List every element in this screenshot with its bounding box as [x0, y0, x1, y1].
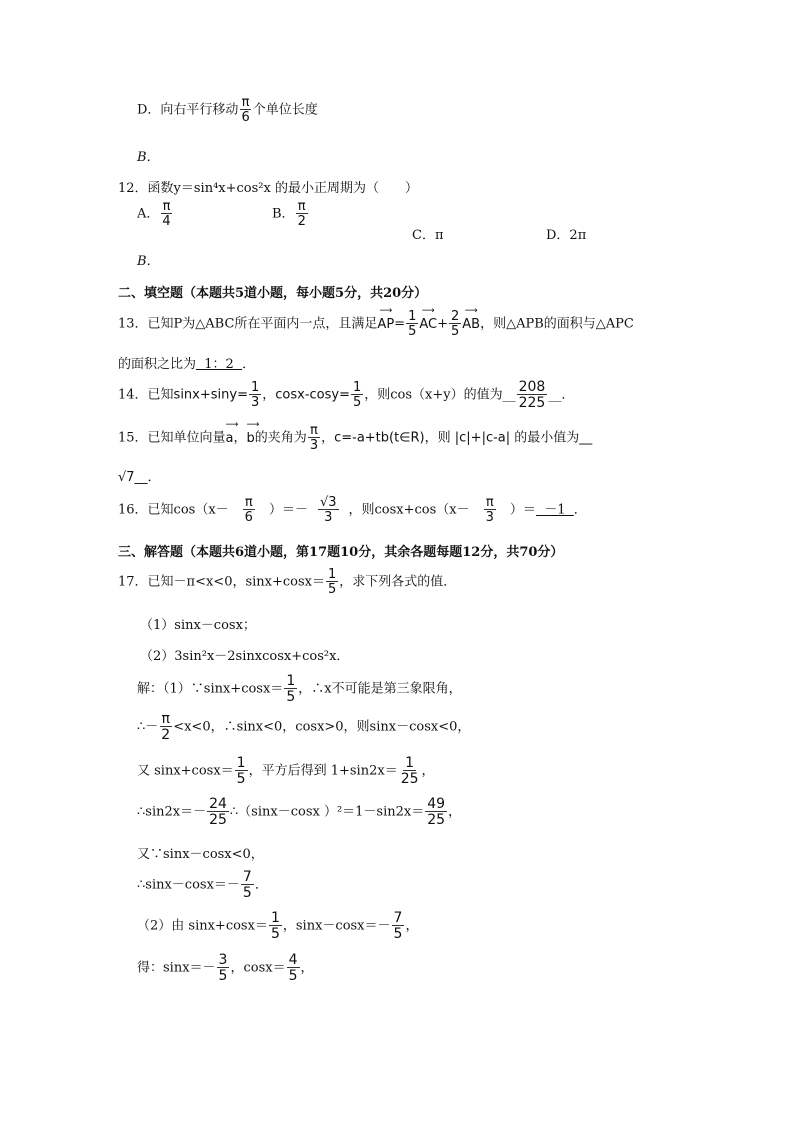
q15-comma: ， [233, 430, 247, 446]
q14-expr1: sinx+siny= [173, 387, 248, 403]
q17-sol-line8 [137, 953, 314, 983]
q17-s7-den2: 5 [393, 926, 403, 942]
q15-angle-text: 的夹角为 [254, 430, 307, 446]
q17-stem-suffix: ，求下列各式的值． [339, 574, 457, 590]
q17-s3-den2: 25 [400, 771, 419, 787]
q12-option-a [137, 200, 174, 228]
q14-prefix: 14．已知 [118, 387, 174, 403]
q13-line2-suffix: ． [242, 357, 256, 372]
q14-mid: ，则cos（x+y）的值为__ [364, 387, 516, 403]
q17-s8-fraction2 [287, 953, 300, 983]
q17-s1-prefix: 解：（1）∵sinx+cosx＝ [137, 681, 284, 697]
q17-s6-prefix: ∴sinx－cosx＝－ [137, 877, 240, 893]
q17-s2-prefix: ∴－ [137, 719, 159, 735]
q16-f1-den: 6 [244, 510, 253, 525]
q14-frac2 [351, 381, 363, 409]
q17-sol-line5: 又∵sinx－cosx<0， [137, 847, 264, 862]
q17-s6-den: 5 [242, 885, 252, 901]
q17-s3-mid: ，平方后得到 1+sin2x＝ [248, 763, 398, 779]
q17-s7-fraction2 [392, 911, 405, 941]
q17-s3-fraction1 [235, 756, 248, 786]
q14-line [118, 380, 574, 410]
q17-s4-fraction2 [425, 797, 447, 827]
q16-f1-num: π [244, 495, 253, 510]
q14-suffix: __． [548, 387, 575, 403]
q13-line2 [118, 353, 255, 372]
q14-f2-den: 5 [352, 395, 362, 410]
q17-s4-prefix: ∴sin2x＝－ [137, 804, 207, 820]
q17-s3-num2: 1 [405, 755, 415, 771]
q14-f2-num: 1 [352, 380, 362, 395]
q15-line1 [118, 424, 592, 452]
q17-s8-num: 3 [218, 952, 228, 968]
q16-frac3 [484, 496, 496, 524]
q15-vec-b: ⟶ b [247, 431, 255, 446]
q17-s2-suffix: <x<0，∴sinx<0，cosx>0，则sinx－cosx<0， [173, 719, 471, 735]
q16-f2-den: 3 [324, 510, 333, 525]
q13-vec-ab: ⟶ AB [462, 317, 480, 332]
q11-d-num: π [241, 95, 250, 110]
q15-line2: √7__． [118, 470, 161, 485]
q14-expr2: ，cosx-cosy= [262, 387, 350, 403]
q17-s6-num: 7 [242, 869, 252, 885]
q16-frac2 [318, 496, 339, 524]
q16-f2-num: √3 [319, 495, 337, 510]
q16-suffix: ． [573, 502, 587, 518]
q13-f1-num: 1 [408, 309, 417, 324]
q13-answer: 1：2 [196, 357, 243, 372]
q16-prefix: 16．已知cos（x－ [118, 502, 229, 518]
q17-s8-num2: 4 [288, 952, 298, 968]
q17-s6-fraction [241, 870, 254, 900]
q12-option-c: C．π [412, 228, 444, 243]
q17-s3-num: 1 [236, 755, 246, 771]
q17-s8-suffix: ， [300, 960, 314, 976]
q13-f2-den: 5 [451, 324, 460, 339]
q17-sol-line4 [137, 797, 461, 827]
q12-a-fraction [160, 200, 172, 228]
q17-s2-num: π [161, 711, 170, 727]
q17-s8-fraction1 [217, 953, 230, 983]
q11-answer: B． [137, 150, 160, 165]
q12-b-label: B． [272, 206, 295, 222]
section2-title: 二、填空题（本题共5道小题，每小题5分，共20分） [118, 286, 428, 301]
q14-ans-num: 208 [518, 379, 546, 395]
q14-f1-den: 3 [250, 395, 260, 410]
q17-s1-den: 5 [286, 689, 296, 705]
q17-s4-fraction1 [207, 797, 229, 827]
q17-s8-prefix: 得：sinx＝－ [137, 960, 216, 976]
q11-d-prefix: D．向右平行移动 [137, 102, 239, 118]
q17-stem-num: 1 [328, 567, 337, 582]
q12-a-num: π [162, 199, 171, 214]
q15-fraction [308, 424, 320, 452]
q17-stem [118, 568, 456, 596]
q17-stem-fraction [326, 568, 338, 596]
q17-s4-num2: 49 [427, 796, 446, 812]
q12-answer: B． [137, 254, 160, 269]
q17-s6-suffix: ． [254, 877, 268, 893]
q17-s1-suffix: ，∴x不可能是第三象限角， [298, 681, 462, 697]
q17-s4-mid: ∴（sinx－cosx ）²＝1－sin2x＝ [229, 804, 425, 820]
q13-frac2 [449, 310, 461, 338]
q16-mid3: ）＝ [509, 502, 536, 518]
q13-eq: = [394, 316, 406, 332]
section3-title: 三、解答题（本题共6道小题，第17题10分，其余各题每题12分，共70分） [118, 545, 564, 560]
q13-line1 [118, 310, 634, 338]
q12-option-d: D．2π [546, 228, 587, 243]
q17-sol-line6 [137, 870, 268, 900]
q12-b-fraction [296, 200, 308, 228]
q15-expr: ，c=-a+tb(t∈R)，则 |c|+|c-a| 的最小值为__ [321, 430, 593, 446]
q17-s4-suffix: ， [448, 804, 462, 820]
q16-answer: －1 [535, 502, 574, 518]
q17-s3-prefix: 又 sinx+cosx＝ [137, 763, 234, 779]
q17-sol-line3 [137, 756, 435, 786]
q14-f1-num: 1 [250, 380, 260, 395]
q17-part1: （1）sinx－cosx； [140, 618, 256, 633]
q17-sol-line2 [137, 712, 470, 742]
q13-frac1 [406, 310, 418, 338]
q16-f3-num: π [485, 495, 494, 510]
q12-b-den: 2 [297, 214, 306, 229]
q17-s3-den: 5 [236, 771, 246, 787]
q17-s8-den2: 5 [288, 968, 298, 984]
q13-vec-ac: ⟶ AC [419, 317, 437, 332]
q16-line [118, 496, 587, 524]
q17-s2-fraction [159, 712, 172, 742]
q16-frac1 [243, 496, 255, 524]
q17-sol-line1 [137, 674, 462, 704]
q15-f-den: 3 [309, 438, 319, 453]
q14-ans-den: 225 [518, 395, 546, 411]
q17-s4-den2: 25 [427, 812, 446, 828]
q17-s7-suffix: ， [405, 918, 419, 934]
q15-prefix: 15．已知单位向量 [118, 430, 226, 446]
q17-s1-fraction [284, 674, 297, 704]
q17-s1-num: 1 [286, 673, 296, 689]
q13-line2-prefix: 的面积之比为 [118, 357, 197, 372]
q17-s8-den: 5 [218, 968, 228, 984]
q17-s7-fraction1 [269, 911, 282, 941]
q14-frac1 [249, 381, 261, 409]
q17-stem-prefix: 17．已知－π<x<0，sinx+cosx＝ [118, 574, 326, 590]
q17-s3-suffix: ， [421, 763, 435, 779]
q17-s7-num2: 7 [393, 910, 403, 926]
q12-a-den: 4 [162, 214, 171, 229]
q13-f1-den: 5 [408, 324, 417, 339]
q17-stem-den: 5 [328, 582, 337, 597]
q16-mid1: ）＝－ [268, 502, 308, 518]
q11-d-den: 6 [241, 110, 250, 125]
q16-f3-den: 3 [485, 510, 494, 525]
q14-answer-fraction [517, 380, 548, 410]
q12-a-label: A． [137, 206, 160, 222]
q13-prefix: 13．已知P为△ABC所在平面内一点，且满足 [118, 316, 378, 332]
q15-f-num: π [310, 423, 318, 438]
q11-d-suffix: 个单位长度 [252, 102, 318, 118]
q17-s4-num: 24 [209, 796, 227, 812]
q17-sol-line7 [137, 911, 418, 941]
q17-s7-mid: ，sinx－cosx＝－ [282, 918, 391, 934]
q17-s7-den: 5 [270, 926, 280, 942]
q13-plus: + [437, 316, 448, 332]
q11-option-d [137, 96, 318, 124]
q12-option-b [272, 200, 309, 228]
q17-s8-mid: ，cosx＝ [230, 960, 286, 976]
q13-vec-ap: ⟶ AP [377, 317, 394, 332]
q17-s7-num: 1 [270, 910, 280, 926]
q17-s7-prefix: （2）由 sinx+cosx＝ [137, 918, 268, 934]
q12-stem: 12．函数y＝sin⁴x+cos²x 的最小正周期为（ ） [118, 181, 418, 196]
q12-b-num: π [297, 199, 306, 214]
q13-suffix: ，则△APB的面积与△APC [480, 316, 634, 332]
q17-s3-fraction2 [399, 756, 421, 786]
q13-f2-num: 2 [451, 309, 460, 324]
q17-part2: （2）3sin²x－2sinxcosx+cos²x． [140, 649, 350, 664]
q17-s2-den: 2 [161, 727, 171, 743]
q16-mid2: ，则cosx+cos（x－ [348, 502, 470, 518]
q11-d-fraction [239, 96, 251, 124]
q17-s4-den: 25 [209, 812, 227, 828]
q15-vec-a: ⟶ a [226, 431, 234, 446]
